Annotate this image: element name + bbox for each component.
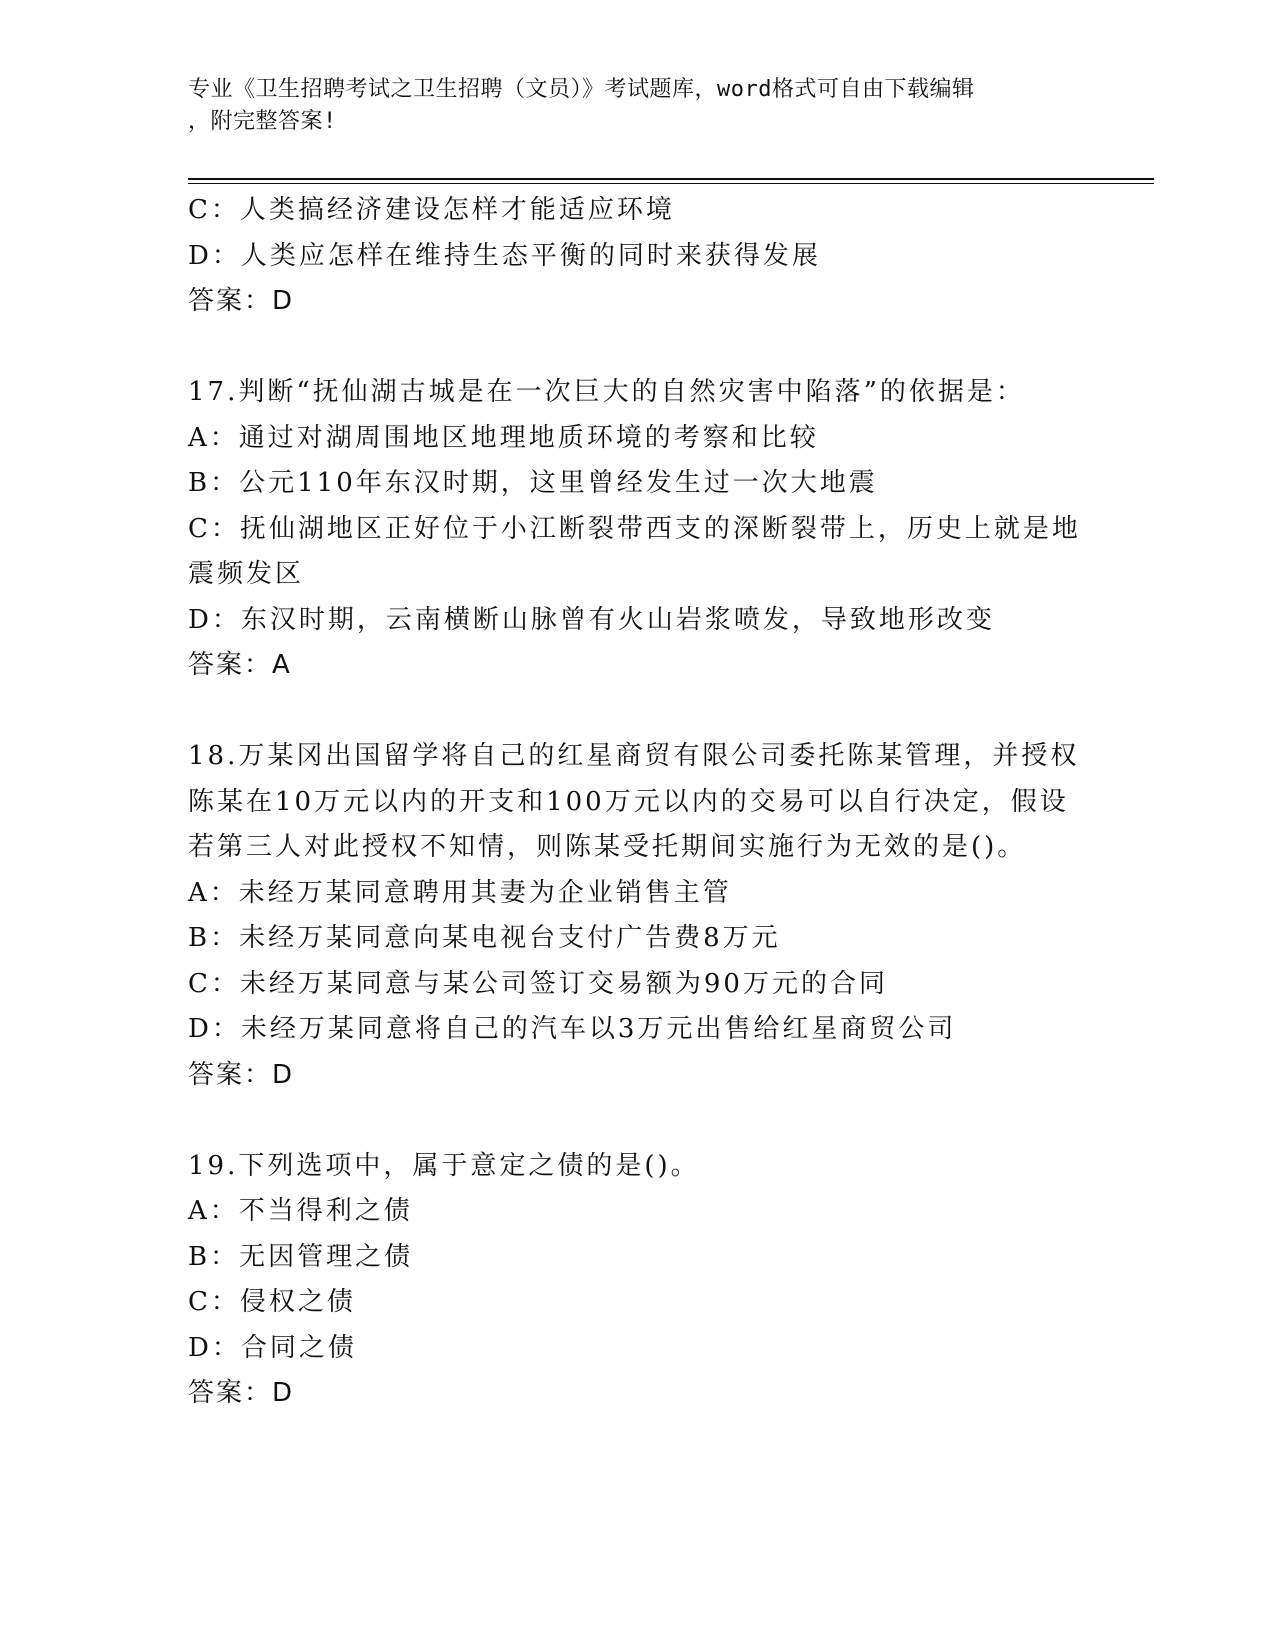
- answer-line: 答案：A: [188, 650, 292, 680]
- option-c: C：抚仙湖地区正好位于小江断裂带西支的深断裂带上，历史上就是地: [188, 513, 1081, 544]
- header-line-1: 专业《卫生招聘考试之卫生招聘（文员）》考试题库，word格式可自由下载编辑: [188, 77, 975, 102]
- option-b: B：公元110年东汉时期，这里曾经发生过一次大地震: [188, 468, 878, 498]
- question-17: [188, 370, 1088, 689]
- question-content: [188, 188, 1088, 1417]
- option-c: C：侵权之债: [188, 1287, 356, 1317]
- header-rule-thin: [188, 183, 1154, 184]
- option-a: A：通过对湖周围地区地理地质环境的考察和比较: [188, 422, 819, 453]
- option-d: D：东汉时期，云南横断山脉曾有火山岩浆喷发，导致地形改变: [188, 604, 995, 635]
- spacer: [188, 689, 1088, 735]
- question-18: [188, 734, 1088, 1098]
- header-line-2: ，附完整答案!: [188, 109, 337, 134]
- option-a: A：未经万某同意聘用其妻为企业销售主管: [188, 877, 732, 908]
- question-19: [188, 1144, 1088, 1417]
- answer-line: 答案：D: [188, 286, 295, 316]
- option-d: D：合同之债: [188, 1332, 357, 1363]
- option-c-continued: 震频发区: [188, 559, 305, 589]
- answer-line: 答案：D: [188, 1059, 295, 1090]
- question-stem: 17.判断“抚仙湖古城是在一次巨大的自然灾害中陷落”的依据是：: [188, 377, 1025, 407]
- answer-line: 答案：D: [188, 1378, 295, 1408]
- question-16-tail: [188, 188, 1088, 325]
- question-stem: 18.万某冈出国留学将自己的红星商贸有限公司委托陈某管理，并授权: [188, 741, 1080, 771]
- option-b: B：无因管理之债: [188, 1241, 414, 1272]
- option-d: D：未经万某同意将自己的汽车以3万元出售给红星商贸公司: [188, 1014, 957, 1044]
- option-d: D：人类应怎样在维持生态平衡的同时来获得发展: [188, 240, 821, 271]
- header-rule-thick: [188, 178, 1154, 180]
- question-stem-continued: 若第三人对此授权不知情，则陈某受托期间实施行为无效的是()。: [188, 832, 1027, 862]
- spacer: [188, 325, 1088, 371]
- option-b: B：未经万某同意向某电视台支付广告费8万元: [188, 923, 781, 953]
- question-stem-continued: 陈某在10万元以内的开支和100万元以内的交易可以自行决定，假设: [188, 786, 1069, 817]
- option-a: A：不当得利之债: [188, 1196, 413, 1226]
- option-c: C：未经万某同意与某公司签订交易额为90万元的合同: [188, 968, 888, 999]
- spacer: [188, 1098, 1088, 1144]
- document-header: [188, 74, 1068, 138]
- option-c: C：人类搞经济建设怎样才能适应环境: [188, 195, 675, 225]
- question-stem: 19.下列选项中，属于意定之债的是()。: [188, 1150, 700, 1181]
